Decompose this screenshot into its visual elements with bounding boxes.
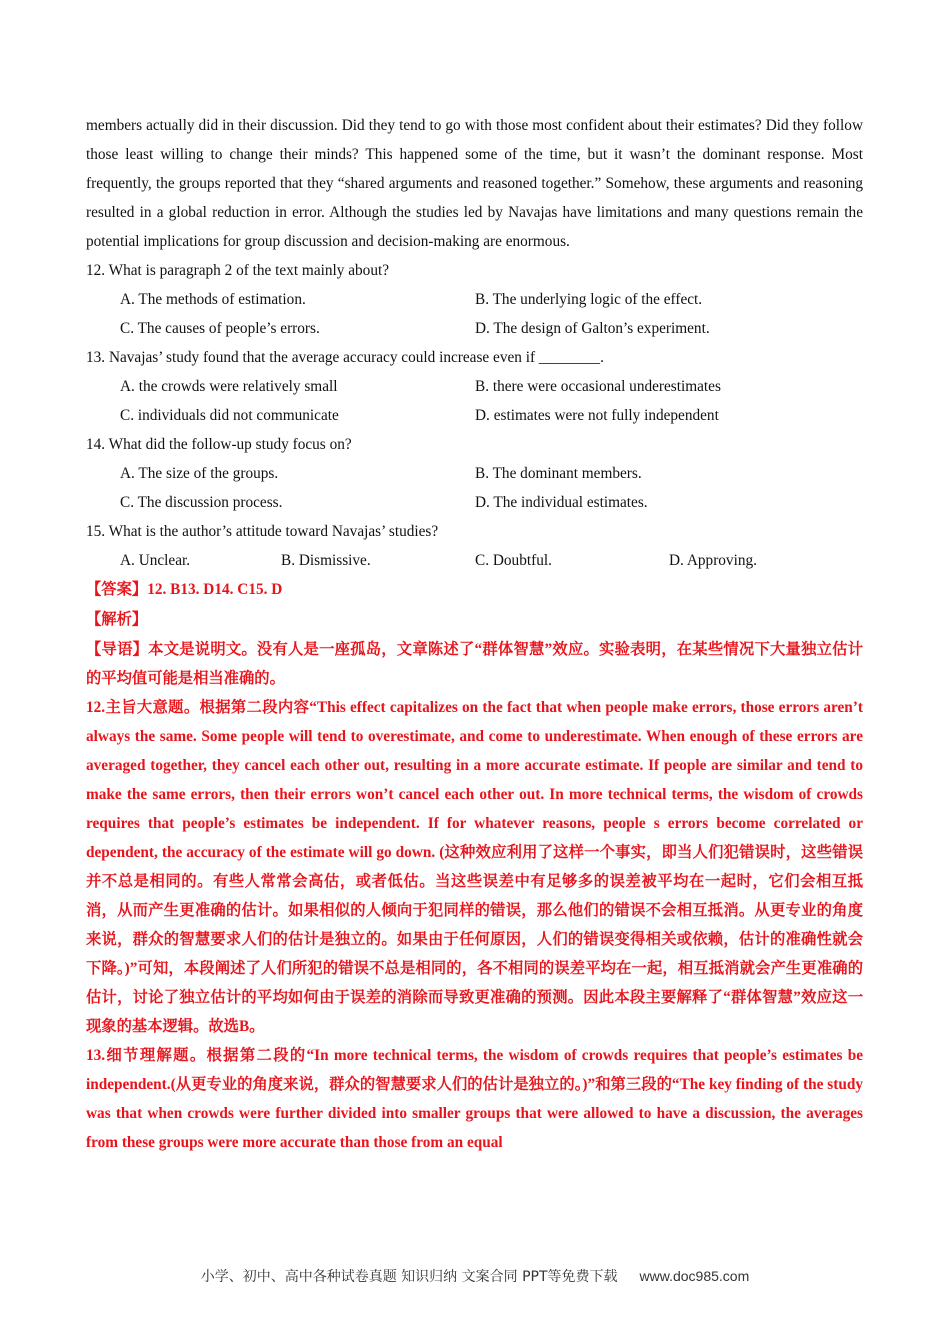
footer-url[interactable]: www.doc985.com [639,1268,750,1284]
answer-key: 【答案】12. B13. D14. C15. D [86,581,283,598]
option-d: D. The individual estimates. [475,494,648,511]
question-15 [86,517,863,575]
page-footer [0,1266,950,1286]
option-b: B. Dismissive. [281,552,371,569]
question-stem: 15. What is the author’s attitude toward Navajas’ studies? [86,523,439,540]
passage-text: members actually did in their discussion. Did they tend to go with those most confident about their estimates? Did they follow those least willing to change their minds? This happened some of the time, but it wasn’t the dominant response. Most frequently, the groups reported that they “shared arguments and reasoned together.” Somehow, these arguments and reasoning resulted in a global reduction in error. Although the studies led by Navajas have limitations and many questions remain the potential implications for group discussion and decision-making are enormous. [86,117,863,250]
option-c: C. individuals did not communicate [120,407,339,424]
option-b: B. The underlying logic of the effect. [475,291,703,308]
option-c: C. The causes of people’s errors. [120,320,320,337]
intro-paragraph: 【导语】本文是说明文。没有人是一座孤岛，文章陈述了“群体智慧”效应。实验表明，在某些情况下大量独立估计的平均值可能是相当准确的。 [86,641,863,687]
option-c: C. The discussion process. [120,494,283,511]
option-d: D. Approving. [669,552,757,569]
explanation-13: 13.细节理解题。根据第二段的“In more technical terms, the wisdom of crowds requires that people’s estimates be independent.(从更专业的角度来说，群众的智慧要求人们的估计是独立的。)”和第三段的“The key finding of the study was that when crowds were further divided into smaller groups that were allowed to have a discussion, the averages from these groups were more accurate than those from an equal [86,1047,863,1151]
question-stem: 14. What did the follow-up study focus on? [86,436,352,453]
question-12 [86,256,863,343]
explanation-12: 12.主旨大意题。根据第二段内容“This effect capitalizes on the fact that when people make errors, those errors aren’t always the same. Some people will tend to overestimate, and come to underestimate. When enough of these errors are averaged together, they cancel each other out, resulting in a more accurate estimate. If people are similar and tend to make the same errors, then their errors won’t cancel each other out. In more technical terms, the wisdom of crowds requires that people’s estimates be independent. If for whatever reasons, people s errors become correlated or dependent, the accuracy of the estimate will go down. (这种效应利用了这样一个事实，即当人们犯错误时，这些错误并不总是相同的。有些人常常会高估，或者低估。当这些误差中有足够多的误差被平均在一起时，它们会相互抵消，从而产生更准确的估计。如果相似的人倾向于犯同样的错误，那么他们的错误不会相互抵消。从更专业的角度来说，群众的智慧要求人们的估计是独立的。如果由于任何原因，人们的错误变得相关或依赖，估计的准确性就会下降。)”可知，本段阐述了人们所犯的错误不总是相同的，各不相同的误差平均在一起，相互抵消就会产生更准确的估计，讨论了独立估计的平均如何由于误差的消除而导致更准确的预测。因此本段主要解释了“群体智慧”效应这一现象的基本逻辑。故选B。 [86,699,863,1035]
option-d: D. The design of Galton’s experiment. [475,320,710,337]
option-a: A. The size of the groups. [120,465,279,482]
option-a: A. Unclear. [120,552,191,569]
option-c: C. Doubtful. [475,552,552,569]
footer-text: 小学、初中、高中各种试卷真题 知识归纳 文案合同 PPT等免费下载 [200,1269,618,1285]
document-body [86,111,863,1157]
option-a: A. the crowds were relatively small [120,378,338,395]
option-d: D. estimates were not fully independent [475,407,719,424]
question-13 [86,343,863,430]
question-stem: 13. Navajas’ study found that the average accuracy could increase even if ________. [86,349,604,366]
option-b: B. The dominant members. [475,465,642,482]
analysis-label: 【解析】 [86,611,148,628]
question-stem: 12. What is paragraph 2 of the text mainly about? [86,262,390,279]
question-14 [86,430,863,517]
option-b: B. there were occasional underestimates [475,378,721,395]
option-a: A. The methods of estimation. [120,291,306,308]
